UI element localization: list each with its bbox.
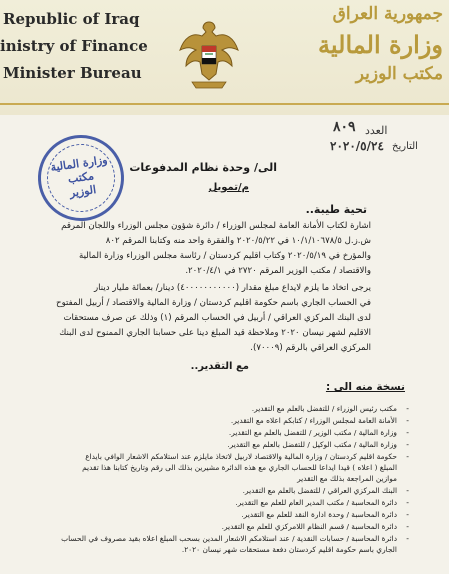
number-label: العدد — [365, 124, 388, 137]
cc-line: دائرة المحاسبة / وحدة ادارة النقد للعلم مع التقدير. — [241, 510, 397, 519]
stamp-line2: مكتب — [67, 169, 95, 186]
header-divider — [0, 103, 449, 105]
header-ar-line3: مكتب الوزير — [355, 64, 443, 84]
body-line: ش.ز.ل ١٠/١/١٠٦٧٨/٥ في ٢٠٢٠/٥/٢٢ والفقرة واحد منه وكتابنا المرقم ٨٠٢ — [105, 236, 371, 246]
cc-line: الأمانة العامة لمجلس الوزراء / كتابكم اعلاه مع التقدير. — [230, 416, 397, 425]
recipient: الى/ وحدة نظام المدفوعات — [129, 161, 277, 174]
body-line: المركزي العراقي بالرقم (٧٠٠٠٩). — [250, 343, 371, 353]
cc-bullet: - — [406, 440, 409, 449]
cc-bullet: - — [406, 404, 409, 413]
cc-line: المبلغ ( اعلاه ) قيدا ايداعا للحساب الجاري مع هذه الدائرة مشيرين بذلك الى رقم وتاريخ كتابنا هذا تقديم — [82, 463, 397, 472]
header-ar-line2: وزارة المالية — [318, 30, 443, 59]
letterhead — [0, 0, 449, 115]
cc-bullet: - — [406, 486, 409, 495]
cc-title: نسخة منه الى : — [325, 381, 405, 393]
cc-line: مكتب رئيس الوزراء / للتفضل بالعلم مع التقدير. — [251, 404, 397, 413]
greeting: تحية طيبة.. — [305, 203, 367, 216]
body-line: في الحساب الجاري باسم حكومة اقليم كردستان / وزارة المالية والاقتصاد / أربيل المفتوح — [56, 298, 371, 308]
cc-line: الجاري باسم حكومة اقليم كردستان دفعة مستحقات شهر نيسان ٢٠٢٠. — [181, 545, 397, 554]
body-line: يرجى اتخاذ ما يلزم لايداع مبلغ مقدار (٤٠٠٠٠٠٠٠٠٠٠٠) دينار/ بعمائة مليار دينار — [94, 283, 371, 293]
ministry-stamp — [32, 129, 129, 226]
body-line: والاقتصاد / مكتب الوزير المرقم ٢٧٢٠ في ٢٠٢٠/٤/١. — [185, 266, 371, 276]
cc-bullet: - — [406, 416, 409, 425]
body-line: الاقليم لشهر نيسان ٢٠٢٠ وملاحظة قيد المبلغ دينا على حسابنا الجاري الممنوح لدى البنك — [59, 328, 371, 338]
number-value: ٨٠٩ — [333, 119, 356, 135]
subject: م/تمويل — [208, 182, 249, 193]
header-ar-line1: جمهورية العراق — [332, 4, 443, 24]
stamp-line1: وزارة المالية — [49, 153, 109, 175]
cc-line: دائرة المحاسبة / حسابات النقدية / عند استلامكم الاشعار المدين بسحب المبلغ اعلاه بقيد مصروف في الحساب — [61, 534, 397, 543]
body-line: لدى البنك المركزي العراقي / أربيل في الحساب المرقم (١) وذلك عن صرف مستحقات — [63, 313, 371, 323]
cc-line: وزارة المالية / مكتب الوزير / للتفضل بالعلم مع التقدير. — [228, 428, 397, 437]
body-line: والمؤرخ في ٢٠٢٠/٥/١٩ وكتاب اقليم كردستان / رئاسة مجلس الوزراء وزارة المالية — [78, 251, 371, 261]
cc-bullet: - — [406, 498, 409, 507]
date-value: ٢٠٢٠/٥/٢٤ — [330, 139, 384, 153]
eagle-emblem-icon — [178, 16, 240, 90]
header-en-line1: Republic of Iraq — [3, 10, 140, 28]
closing: مع التقدير.. — [190, 361, 249, 372]
body-line: اشارة لكتاب الأمانة العامة لمجلس الوزراء / دائرة شؤون مجلس الوزراء واللجان المرقم — [61, 221, 371, 231]
header-en-line2: inistry of Finance — [0, 37, 148, 55]
cc-bullet: - — [406, 522, 409, 531]
header-en-line3: Minister Bureau — [3, 64, 142, 82]
cc-line: موازين المراجعة بذلك مع التقدير — [297, 474, 397, 483]
cc-bullet: - — [406, 534, 409, 543]
cc-bullet: - — [406, 452, 409, 461]
cc-bullet: - — [406, 428, 409, 437]
cc-line: حكومة اقليم كردستان / وزارة المالية والاقتصاد لاربيل لاتخاذ مايلزم عند استلامكم الاشعار الوافي بايداع — [85, 452, 397, 461]
cc-line: البنك المركزي العراقي / للتفضل بالعلم مع التقدير. — [242, 486, 397, 495]
cc-bullet: - — [406, 510, 409, 519]
date-label: التاريخ — [392, 141, 418, 152]
cc-line: دائرة المحاسبة / مكتب المدير العام للعلم مع التقدير. — [235, 498, 397, 507]
cc-line: دائرة المحاسبة / قسم النظام اللامركزي للعلم مع التقدير. — [221, 522, 397, 531]
cc-line: وزارة المالية / مكتب الوكيل / للتفضل بالعلم مع التقدير. — [227, 440, 397, 449]
stamp-line3: الوزير — [68, 183, 97, 200]
